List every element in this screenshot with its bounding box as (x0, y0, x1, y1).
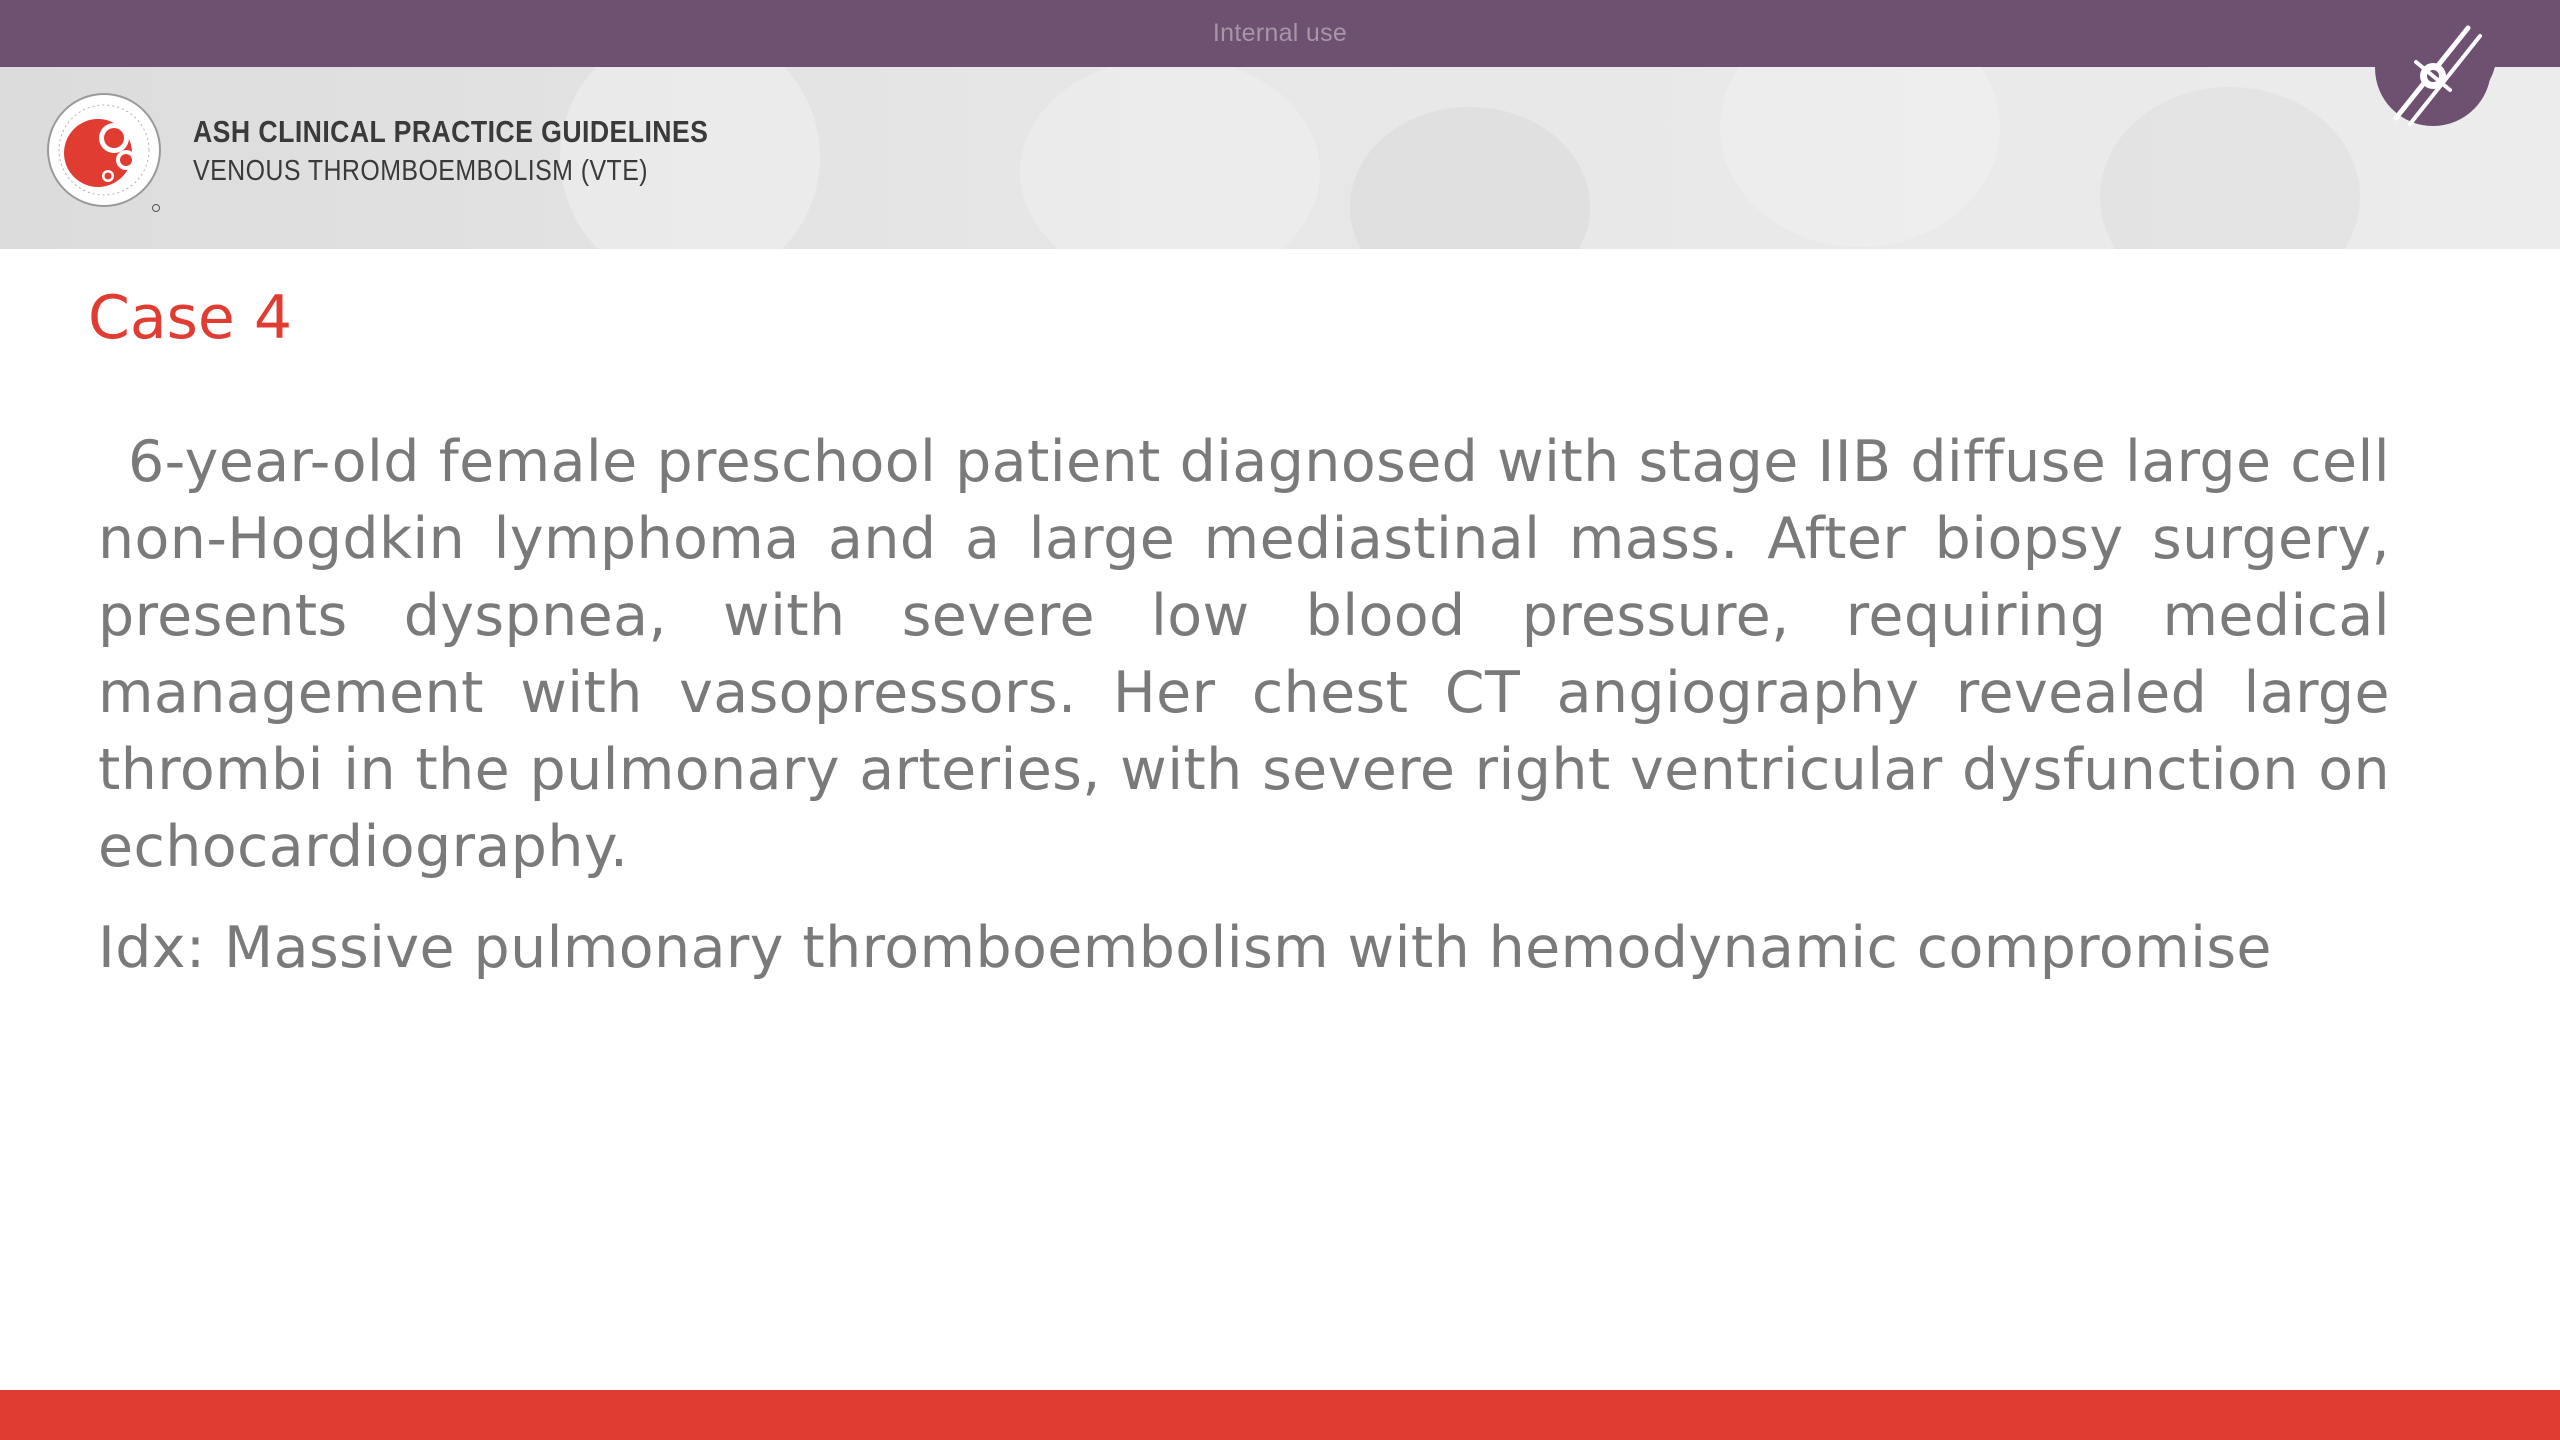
bottom-accent-bar (0, 1390, 2560, 1440)
classification-label: Internal use (1212, 19, 1348, 47)
brand-title: ASH CLINICAL PRACTICE GUIDELINES (193, 114, 709, 149)
case-title: Case 4 (88, 283, 293, 353)
ash-society-logo-icon (44, 90, 164, 215)
banner-cell-decoration (1720, 67, 2000, 247)
brand-block (193, 112, 792, 190)
ash-guidelines-badge-icon (2370, 20, 2496, 130)
case-diagnosis: Idx: Massive pulmonary thromboembolism with hemodynamic compromise (98, 915, 2272, 981)
banner-cell-decoration (1350, 107, 1590, 249)
brand-subtitle: VENOUS THROMBOEMBOLISM (VTE) (193, 155, 649, 187)
banner-cell-decoration (2100, 87, 2360, 249)
top-bar (0, 0, 2560, 67)
banner-cell-decoration (1020, 67, 1320, 249)
case-description: 6-year-old female preschool patient diagnosed with stage IIB diffuse large cell non-Hogdkin lymphoma and a large mediastinal mass. After biopsy surgery, presents dyspnea, with severe low blood pressure, requiring medical management with vasopressors. Her chest CT angiography revealed large thrombi in the pulmonary arteries, with severe right ventricular dysfunction on echocardiography. (98, 429, 2390, 880)
